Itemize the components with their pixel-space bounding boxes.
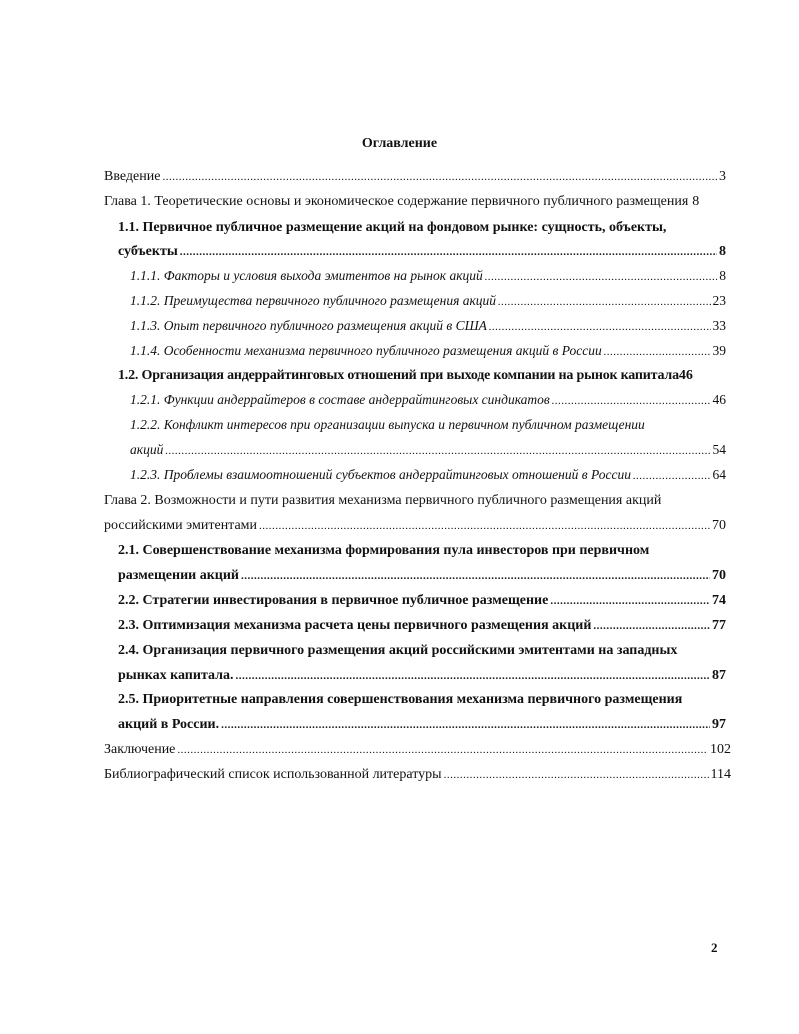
toc-entry-text: российскими эмитентами (104, 518, 258, 533)
toc-entry-subsection-1-2-3 (130, 465, 726, 485)
toc-entry-page: 70 (712, 568, 726, 583)
toc-entry-text: размещении акций (118, 568, 239, 583)
toc-entry-section-2-3 (118, 616, 726, 636)
toc-entry-section-1-1 (118, 242, 726, 262)
toc-entry-section-1-2 (118, 366, 736, 386)
toc-entry-page: 77 (712, 618, 726, 633)
toc-entry-conclusion (104, 740, 731, 760)
toc-leader-dots (633, 465, 711, 486)
toc-entry-page: 46 (712, 392, 726, 407)
toc-entry-bibliography (104, 765, 731, 785)
toc-entry-page: 102 (710, 742, 731, 757)
page-number: 2 (711, 940, 718, 955)
toc-entry-subsection-1-2-1 (130, 390, 726, 410)
toc-entry-section-2-1 (118, 566, 726, 586)
toc-entry-page: 74 (712, 593, 726, 608)
toc-entry-subsection-1-1-2 (130, 291, 726, 311)
toc-entry-text: 1.2.1. Функции андеррайтеров в составе андеррайтинговых синдикатов (130, 392, 550, 407)
toc-leader-dots (235, 666, 710, 686)
toc-entry-subsection-1-1-3 (130, 316, 726, 336)
toc-entry-subsection-1-2-2-line1: 1.2.2. Конфликт интересов при организации выпуска и первичном публичном размещении (130, 417, 645, 432)
toc-leader-dots (241, 566, 710, 586)
toc-leader-dots (177, 740, 708, 760)
toc-leader-dots (485, 266, 717, 287)
toc-entry-section-1-1-line1: 1.1. Первичное публичное размещение акций на фондовом рынке: сущность, объекты, (118, 220, 667, 235)
toc-entry-chapter-2-line1: Глава 2. Возможности и пути развития механизма первичного публичного размещения акций (104, 493, 662, 508)
toc-entry-subsection-1-1-1 (130, 266, 726, 286)
toc-entry-page: 8 (719, 268, 726, 283)
toc-entry-text: 1.1.4. Особенности механизма первичного публичного размещения акций в России (130, 343, 602, 358)
toc-entry-page: 114 (710, 767, 731, 782)
toc-leader-dots (604, 341, 711, 362)
toc-entry-page: 97 (712, 717, 726, 732)
toc-entry-page: 64 (712, 467, 726, 482)
toc-entry-chapter-1 (104, 192, 726, 212)
toc-entry-text: 2.3. Оптимизация механизма расчета цены первичного размещения акций (118, 618, 592, 633)
toc-entry-section-2-4-line1: 2.4. Организация первичного размещения акций российскими эмитентами на западных (118, 643, 678, 658)
toc-entry-introduction (104, 167, 726, 187)
toc-entry-section-2-5-line1: 2.5. Приоритетные направления совершенствования механизма первичного размещения (118, 692, 683, 707)
toc-leader-dots (498, 291, 710, 312)
toc-leader-dots (489, 316, 711, 337)
toc-leader-dots (180, 242, 717, 262)
toc-entry-page: 3 (719, 169, 726, 184)
toc-title: Оглавление (361, 136, 438, 151)
toc-entry-page: 33 (712, 318, 726, 333)
toc-leader-dots (444, 765, 709, 785)
toc-leader-dots (221, 715, 710, 735)
toc-entry-section-2-2 (118, 591, 726, 611)
toc-entry-text: Библиографический список использованной литературы (104, 767, 442, 782)
toc-entry-text: 1.1.3. Опыт первичного публичного размещения акций в США (130, 318, 487, 333)
toc-leader-dots (593, 616, 710, 636)
toc-entry-subsection-1-1-4 (130, 341, 726, 361)
toc-entry-page: 70 (712, 518, 726, 533)
toc-entry-page: 8 (692, 194, 700, 209)
toc-entry-page: 23 (712, 293, 726, 308)
toc-entry-chapter-2 (104, 516, 726, 536)
toc-entry-text: Введение (104, 169, 161, 184)
toc-entry-page: 87 (712, 668, 726, 683)
toc-leader-dots (550, 591, 710, 611)
toc-entry-page: 39 (712, 343, 726, 358)
toc-leader-dots (165, 440, 710, 461)
toc-entry-text: 1.1.2. Преимущества первичного публичного размещения акций (130, 293, 497, 308)
toc-leader-dots (162, 167, 717, 187)
toc-entry-text: 2.2. Стратегии инвестирования в первичное публичное размещение (118, 593, 549, 608)
toc-entry-section-2-4 (118, 666, 726, 686)
toc-entry-text: Заключение (104, 742, 176, 757)
toc-entry-page: 46 (678, 368, 693, 383)
toc-entry-text: акций (130, 442, 164, 457)
toc-entry-page: 54 (712, 442, 726, 457)
toc-leader-dots (552, 390, 711, 411)
toc-entry-text: Глава 1. Теоретические основы и экономическое содержание первичного публичного размещения (104, 194, 689, 209)
toc-entry-text: субъекты (118, 244, 178, 259)
toc-entry-text: рынках капитала. (118, 668, 234, 683)
toc-entry-text: 1.2. Организация андеррайтинговых отношений при выходе компании на рынок капитала (118, 368, 679, 383)
toc-entry-text: 1.2.3. Проблемы взаимоотношений субъектов андеррайтинговых отношений в России (130, 467, 631, 482)
toc-leader-dots (259, 516, 710, 536)
toc-entry-section-2-1-line1: 2.1. Совершенствование механизма формирования пула инвесторов при первичном (118, 543, 650, 558)
toc-entry-section-2-5 (118, 715, 726, 735)
toc-entry-text: 1.1.1. Факторы и условия выхода эмитентов на рынок акций (130, 268, 483, 283)
toc-entry-page: 8 (719, 244, 726, 259)
toc-entry-text: акций в России. (118, 717, 220, 732)
toc-entry-subsection-1-2-2 (130, 440, 726, 460)
